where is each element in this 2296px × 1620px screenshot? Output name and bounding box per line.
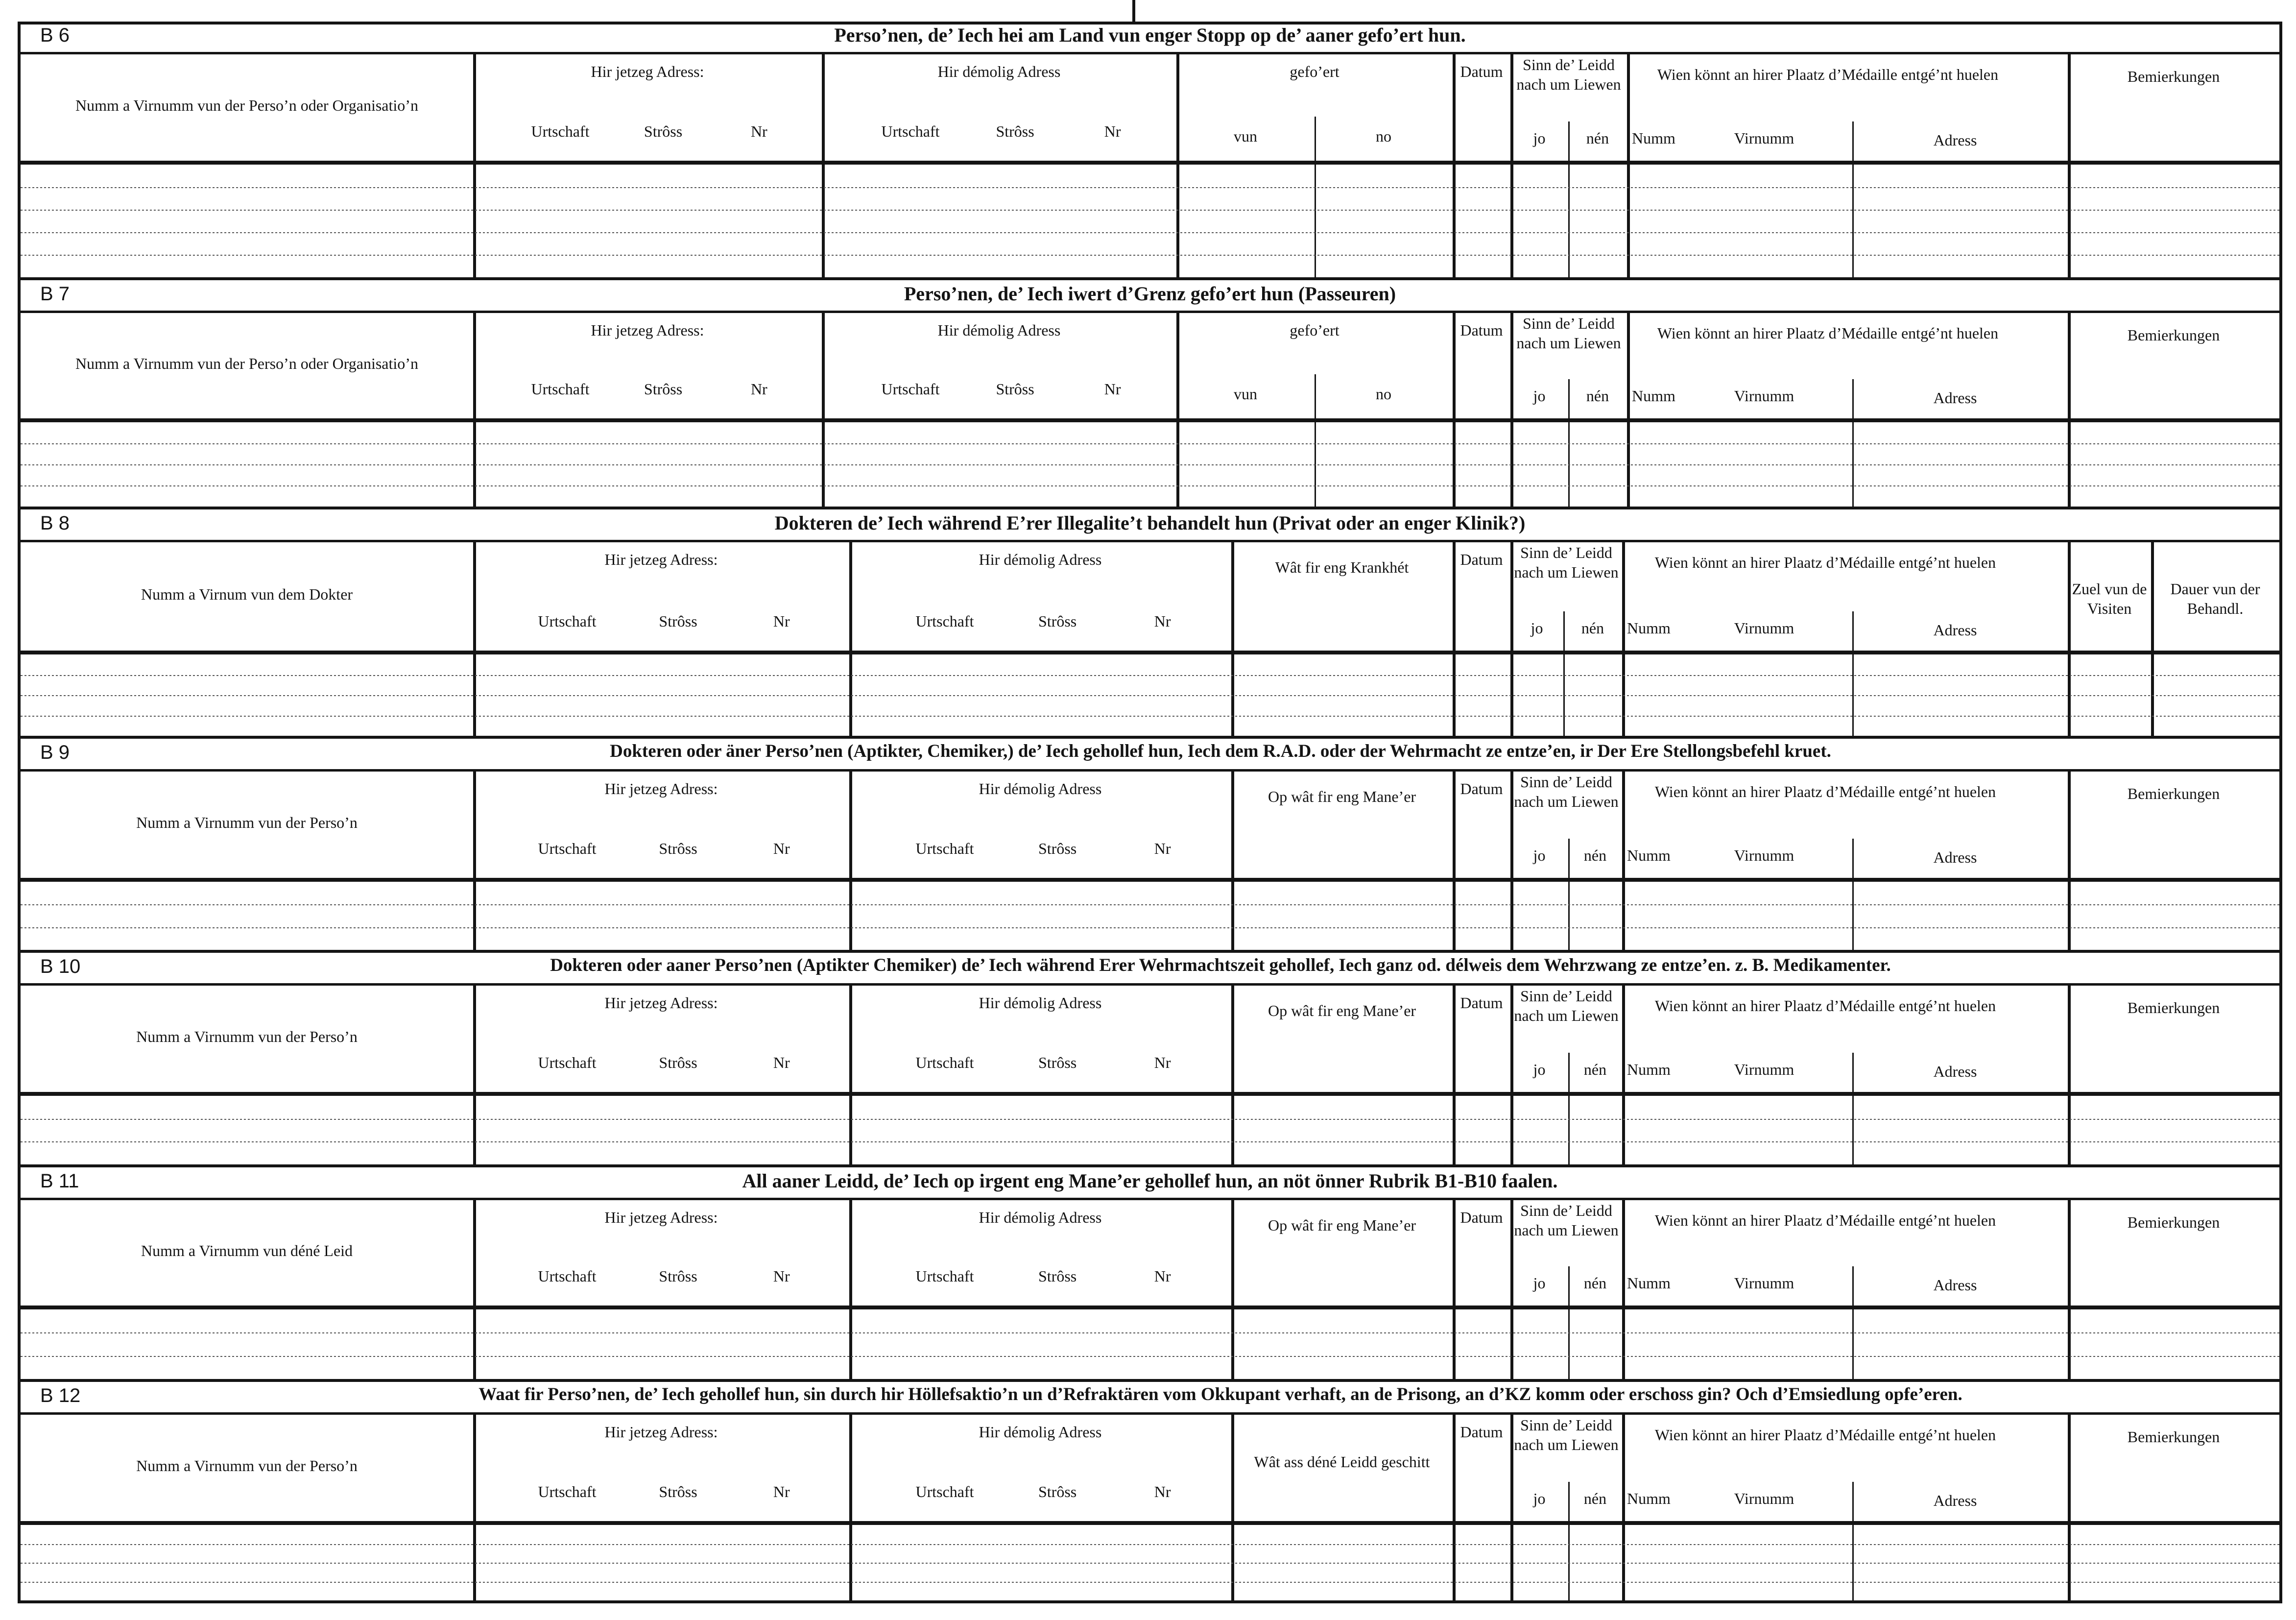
medal-address-label: Adress bbox=[1933, 131, 1977, 149]
medal-recipient-header: Wien könnt an hirer Plaatz d’Médaille entgé’nt huelen bbox=[1654, 554, 1996, 571]
surname-label: Numm bbox=[1627, 1490, 1671, 1507]
column-divider bbox=[1568, 882, 1570, 950]
section-title: All aaner Leidd, de’ Iech op irgent eng Mane’er gehollef hun, an nöt önner Rubrik B1-B10 faalen. bbox=[742, 1170, 1558, 1192]
column-divider bbox=[1622, 1309, 1625, 1379]
column-divider bbox=[473, 882, 476, 950]
street-label: Strôss bbox=[659, 840, 697, 857]
medal-address-label: Adress bbox=[1933, 848, 1977, 866]
street-label: Strôss bbox=[1038, 612, 1077, 630]
entry-line bbox=[21, 904, 2279, 905]
surname-label: Numm bbox=[1627, 1274, 1671, 1292]
manner-header: Op wât fir eng Mane’er bbox=[1268, 1216, 1416, 1234]
number-label: Nr bbox=[773, 612, 790, 630]
column-divider bbox=[1622, 1096, 1625, 1164]
column-divider bbox=[849, 882, 852, 950]
former-address-header: Hir démolig Adress bbox=[979, 994, 1102, 1012]
medal-recipient-header: Wien könnt an hirer Plaatz d’Médaille entgé’nt huelen bbox=[1654, 997, 1996, 1015]
entry-line bbox=[21, 443, 2279, 444]
section-b10 bbox=[21, 953, 2279, 1167]
medal-recipient-header: Wien könnt an hirer Plaatz d’Médaille entgé’nt huelen bbox=[1654, 1426, 1996, 1444]
former-address-header: Hir démolig Adress bbox=[979, 1423, 1102, 1441]
firstname-label: Virnumm bbox=[1734, 619, 1794, 637]
entry-line bbox=[21, 1563, 2279, 1564]
alive-question-header: Sinn de’ Leidd nach um Liewen bbox=[1516, 56, 1621, 93]
medal-recipient-header: Wien könnt an hirer Plaatz d’Médaille entgé’nt huelen bbox=[1657, 66, 1999, 83]
firstname-label: Virnumm bbox=[1734, 129, 1794, 147]
former-address-header: Hir démolig Adress bbox=[937, 63, 1061, 80]
column-divider bbox=[1627, 165, 1630, 277]
number-label: Nr bbox=[773, 1054, 790, 1071]
column-divider bbox=[1510, 1096, 1513, 1164]
visit-count-header: Zuel vun de Visiten bbox=[2072, 580, 2147, 617]
street-label: Strôss bbox=[1038, 840, 1077, 857]
medal-address-label: Adress bbox=[1933, 1276, 1977, 1294]
fate-header: Wât ass déné Leidd geschitt bbox=[1254, 1453, 1430, 1471]
name-column-header: Numm a Virnumm vun der Perso’n oder Organisatio’n bbox=[75, 97, 418, 114]
column-divider bbox=[1453, 165, 1456, 277]
street-label: Strôss bbox=[996, 380, 1034, 398]
column-divider bbox=[1453, 882, 1456, 950]
surname-label: Numm bbox=[1627, 1061, 1671, 1078]
yes-label: jo bbox=[1533, 846, 1546, 864]
number-label: Nr bbox=[773, 840, 790, 857]
medal-address-label: Adress bbox=[1933, 389, 1977, 407]
former-address-header: Hir démolig Adress bbox=[937, 321, 1061, 339]
street-label: Strôss bbox=[659, 1483, 697, 1500]
date-header: Datum bbox=[1460, 321, 1503, 339]
no-label: nén bbox=[1583, 846, 1607, 864]
street-label: Strôss bbox=[1038, 1267, 1077, 1285]
column-divider bbox=[473, 165, 476, 277]
column-divider bbox=[1568, 1096, 1570, 1164]
locality-label: Urtschaft bbox=[538, 1483, 597, 1500]
yes-label: jo bbox=[1533, 1490, 1546, 1507]
remarks-header: Bemierkungen bbox=[2127, 999, 2220, 1016]
column-header-row bbox=[21, 983, 2279, 1096]
surname-label: Numm bbox=[1632, 129, 1675, 147]
number-label: Nr bbox=[1104, 122, 1121, 140]
locality-label: Urtschaft bbox=[881, 122, 940, 140]
current-address-header: Hir jetzeg Adress: bbox=[604, 994, 718, 1012]
name-column-header: Numm a Virnumm vun der Perso’n bbox=[136, 1028, 358, 1045]
yes-label: jo bbox=[1531, 619, 1543, 637]
column-divider bbox=[1510, 1309, 1513, 1379]
section-b6 bbox=[21, 22, 2279, 280]
date-header: Datum bbox=[1460, 1423, 1503, 1441]
column-header-row bbox=[21, 540, 2279, 654]
entry-line bbox=[21, 1356, 2279, 1357]
locality-label: Urtschaft bbox=[915, 1054, 974, 1071]
entry-line bbox=[21, 1582, 2279, 1583]
column-divider bbox=[473, 1309, 476, 1379]
no-label: nén bbox=[1583, 1061, 1607, 1078]
medal-address-label: Adress bbox=[1933, 621, 1977, 639]
alive-question-header: Sinn de’ Leidd nach um Liewen bbox=[1514, 1416, 1619, 1453]
column-divider bbox=[1622, 882, 1625, 950]
column-divider bbox=[1568, 165, 1570, 277]
surname-label: Numm bbox=[1627, 846, 1671, 864]
entry-rows bbox=[21, 165, 2279, 277]
entry-line bbox=[21, 1544, 2279, 1545]
column-header-row bbox=[21, 1412, 2279, 1525]
treatment-duration-header: Dauer vun der Behandl. bbox=[2170, 580, 2260, 617]
no-label: nén bbox=[1586, 129, 1609, 147]
column-divider bbox=[1622, 983, 1625, 1092]
current-address-header: Hir jetzeg Adress: bbox=[591, 321, 704, 339]
entry-line bbox=[21, 464, 2279, 465]
alive-question-header: Sinn de’ Leidd nach um Liewen bbox=[1514, 544, 1619, 581]
entry-line bbox=[21, 485, 2279, 486]
manner-header: Op wât fir eng Mane’er bbox=[1268, 788, 1416, 805]
entry-rows bbox=[21, 1309, 2279, 1379]
section-b11 bbox=[21, 1167, 2279, 1382]
to-label: no bbox=[1376, 127, 1391, 145]
column-divider bbox=[1231, 1096, 1234, 1164]
medal-address-label: Adress bbox=[1933, 1492, 1977, 1509]
column-divider bbox=[849, 1309, 852, 1379]
alive-question-header: Sinn de’ Leidd nach um Liewen bbox=[1514, 1202, 1619, 1239]
remarks-header: Bemierkungen bbox=[2127, 68, 2220, 85]
entry-line bbox=[21, 255, 2279, 256]
column-header-row bbox=[21, 769, 2279, 882]
locality-label: Urtschaft bbox=[538, 1054, 597, 1071]
section-bottom-rule bbox=[21, 1600, 2279, 1603]
street-label: Strôss bbox=[1038, 1483, 1077, 1500]
locality-label: Urtschaft bbox=[915, 1483, 974, 1500]
from-label: vun bbox=[1234, 385, 1257, 403]
street-label: Strôss bbox=[659, 1054, 697, 1071]
column-divider bbox=[1510, 882, 1513, 950]
current-address-header: Hir jetzeg Adress: bbox=[604, 551, 718, 568]
locality-label: Urtschaft bbox=[915, 1267, 974, 1285]
locality-label: Urtschaft bbox=[915, 612, 974, 630]
column-divider bbox=[1852, 1266, 1854, 1306]
section-header bbox=[21, 509, 2279, 542]
column-divider bbox=[1622, 1412, 1625, 1521]
entry-rows bbox=[21, 422, 2279, 507]
entry-line bbox=[21, 716, 2279, 717]
section-header bbox=[21, 22, 2279, 54]
entry-line bbox=[21, 232, 2279, 233]
column-divider bbox=[1453, 1096, 1456, 1164]
medal-recipient-header: Wien könnt an hirer Plaatz d’Médaille entgé’nt huelen bbox=[1657, 324, 1999, 342]
column-divider bbox=[2068, 165, 2071, 277]
column-divider bbox=[1622, 1198, 1625, 1306]
yes-label: jo bbox=[1533, 387, 1546, 405]
section-title: Perso’nen, de’ Iech iwert d’Grenz gefo’ert hun (Passeuren) bbox=[904, 283, 1396, 305]
to-label: no bbox=[1376, 385, 1391, 403]
entry-line bbox=[21, 1141, 2279, 1142]
section-code: B 7 bbox=[40, 283, 70, 305]
street-label: Strôss bbox=[659, 1267, 697, 1285]
no-label: nén bbox=[1583, 1490, 1607, 1507]
section-code: B 8 bbox=[40, 512, 70, 534]
locality-label: Urtschaft bbox=[881, 380, 940, 398]
current-address-header: Hir jetzeg Adress: bbox=[604, 1423, 718, 1441]
name-column-header: Numm a Virnum vun dem Dokter bbox=[141, 585, 353, 603]
column-divider bbox=[1231, 1198, 1234, 1306]
yes-label: jo bbox=[1533, 129, 1546, 147]
column-divider bbox=[1852, 1309, 1854, 1379]
column-divider bbox=[2068, 1096, 2071, 1164]
column-divider bbox=[1852, 165, 1854, 277]
number-label: Nr bbox=[773, 1483, 790, 1500]
illness-header: Wât fir eng Krankhét bbox=[1275, 558, 1409, 576]
number-label: Nr bbox=[773, 1267, 790, 1285]
date-header: Datum bbox=[1460, 551, 1503, 568]
street-label: Strôss bbox=[644, 122, 683, 140]
entry-line bbox=[21, 187, 2279, 188]
surname-label: Numm bbox=[1632, 387, 1675, 405]
entry-line bbox=[21, 927, 2279, 928]
top-margin-mark bbox=[1132, 0, 1135, 23]
street-label: Strôss bbox=[659, 612, 697, 630]
current-address-header: Hir jetzeg Adress: bbox=[591, 63, 704, 80]
medal-recipient-header: Wien könnt an hirer Plaatz d’Médaille entgé’nt huelen bbox=[1654, 1211, 1996, 1229]
section-code: B 9 bbox=[40, 742, 70, 763]
column-divider bbox=[1622, 540, 1625, 651]
date-header: Datum bbox=[1460, 994, 1503, 1012]
locality-label: Urtschaft bbox=[538, 840, 597, 857]
column-divider bbox=[1315, 165, 1316, 277]
column-divider bbox=[1176, 165, 1179, 277]
column-divider bbox=[1852, 1053, 1854, 1092]
entry-line bbox=[21, 675, 2279, 676]
entry-line bbox=[21, 695, 2279, 696]
entry-line bbox=[21, 1332, 2279, 1333]
transported-header: gefo’ert bbox=[1290, 63, 1339, 80]
street-label: Strôss bbox=[644, 380, 683, 398]
remarks-header: Bemierkungen bbox=[2127, 326, 2220, 344]
firstname-label: Virnumm bbox=[1734, 1490, 1794, 1507]
former-address-header: Hir démolig Adress bbox=[979, 1209, 1102, 1226]
medal-address-label: Adress bbox=[1933, 1063, 1977, 1080]
medal-recipient-header: Wien könnt an hirer Plaatz d’Médaille entgé’nt huelen bbox=[1654, 783, 1996, 800]
section-b8 bbox=[21, 509, 2279, 739]
column-divider bbox=[1852, 121, 1854, 161]
no-label: nén bbox=[1586, 387, 1609, 405]
entry-line bbox=[21, 210, 2279, 211]
name-column-header: Numm a Virnumm vun der Perso’n bbox=[136, 814, 358, 831]
locality-label: Urtschaft bbox=[531, 380, 590, 398]
section-code: B 11 bbox=[40, 1170, 79, 1192]
column-divider bbox=[1568, 1309, 1570, 1379]
locality-label: Urtschaft bbox=[538, 1267, 597, 1285]
section-code: B 6 bbox=[40, 24, 70, 46]
number-label: Nr bbox=[1154, 1483, 1171, 1500]
section-header bbox=[21, 1382, 2279, 1415]
date-header: Datum bbox=[1460, 1209, 1503, 1226]
column-divider bbox=[1231, 1412, 1234, 1521]
section-b7 bbox=[21, 280, 2279, 509]
no-label: nén bbox=[1581, 619, 1604, 637]
name-column-header: Numm a Virnumm vun der Perso’n oder Organisatio’n bbox=[75, 355, 418, 372]
yes-label: jo bbox=[1533, 1061, 1546, 1078]
section-title: Dokteren oder aaner Perso’nen (Aptikter Chemiker) de’ Iech während Erer Wehrmachtszeit gehollef, Iech ganz od. délweis dem Wehrzwang ze entze’en. z. B. Medikamenter. bbox=[550, 955, 1891, 975]
column-divider bbox=[2068, 1309, 2071, 1379]
section-header bbox=[21, 280, 2279, 313]
entry-rows bbox=[21, 1096, 2279, 1164]
from-label: vun bbox=[1234, 127, 1257, 145]
section-title: Perso’nen, de’ Iech hei am Land vun enger Stopp op de’ aaner gefo’ert hun. bbox=[834, 24, 1466, 46]
column-divider bbox=[1231, 983, 1234, 1092]
current-address-header: Hir jetzeg Adress: bbox=[604, 780, 718, 798]
number-label: Nr bbox=[1154, 1054, 1171, 1071]
column-divider bbox=[1510, 165, 1513, 277]
number-label: Nr bbox=[1154, 1267, 1171, 1285]
remarks-header: Bemierkungen bbox=[2127, 1213, 2220, 1231]
column-divider bbox=[1627, 311, 1630, 418]
section-header bbox=[21, 1167, 2279, 1200]
locality-label: Urtschaft bbox=[538, 612, 597, 630]
no-label: nén bbox=[1583, 1274, 1607, 1292]
manner-header: Op wât fir eng Mane’er bbox=[1268, 1002, 1416, 1019]
name-column-header: Numm a Virnumm vun der Perso’n bbox=[136, 1457, 358, 1475]
number-label: Nr bbox=[750, 122, 767, 140]
column-divider bbox=[2068, 882, 2071, 950]
column-divider bbox=[1852, 379, 1854, 418]
alive-question-header: Sinn de’ Leidd nach um Liewen bbox=[1514, 987, 1619, 1024]
date-header: Datum bbox=[1460, 63, 1503, 80]
column-divider bbox=[1852, 1482, 1854, 1521]
column-divider bbox=[1231, 1309, 1234, 1379]
section-b12 bbox=[21, 1382, 2279, 1603]
section-code: B 10 bbox=[40, 956, 81, 977]
firstname-label: Virnumm bbox=[1734, 846, 1794, 864]
column-header-row bbox=[21, 1198, 2279, 1309]
column-divider bbox=[822, 165, 825, 277]
column-divider bbox=[1852, 611, 1854, 651]
transported-header: gefo’ert bbox=[1290, 321, 1339, 339]
column-divider bbox=[1453, 1309, 1456, 1379]
column-divider bbox=[1852, 839, 1854, 878]
current-address-header: Hir jetzeg Adress: bbox=[604, 1209, 718, 1226]
column-divider bbox=[473, 1096, 476, 1164]
section-code: B 12 bbox=[40, 1385, 81, 1406]
locality-label: Urtschaft bbox=[531, 122, 590, 140]
locality-label: Urtschaft bbox=[915, 840, 974, 857]
column-divider bbox=[1627, 52, 1630, 161]
date-header: Datum bbox=[1460, 780, 1503, 798]
firstname-label: Virnumm bbox=[1734, 1061, 1794, 1078]
firstname-label: Virnumm bbox=[1734, 387, 1794, 405]
number-label: Nr bbox=[750, 380, 767, 398]
section-title: Waat fir Perso’nen, de’ Iech gehollef hun, sin durch hir Höllefsaktio’n un d’Refraktären vom Okkupant verhaft, an de Prisong, an d’KZ komm oder erschoss gin? Och d’Emsiedlung opfe’eren. bbox=[478, 1384, 1962, 1404]
street-label: Strôss bbox=[1038, 1054, 1077, 1071]
name-column-header: Numm a Virnumm vun déné Leid bbox=[141, 1242, 353, 1259]
column-header-row bbox=[21, 311, 2279, 422]
section-b9 bbox=[21, 739, 2279, 953]
entry-rows bbox=[21, 654, 2279, 736]
firstname-label: Virnumm bbox=[1734, 1274, 1794, 1292]
alive-question-header: Sinn de’ Leidd nach um Liewen bbox=[1514, 773, 1619, 810]
former-address-header: Hir démolig Adress bbox=[979, 780, 1102, 798]
number-label: Nr bbox=[1154, 612, 1171, 630]
yes-label: jo bbox=[1533, 1274, 1546, 1292]
column-divider bbox=[1852, 1096, 1854, 1164]
entry-rows bbox=[21, 1525, 2279, 1600]
column-header-row bbox=[21, 52, 2279, 165]
column-divider bbox=[1852, 882, 1854, 950]
section-header bbox=[21, 953, 2279, 986]
number-label: Nr bbox=[1154, 840, 1171, 857]
remarks-header: Bemierkungen bbox=[2127, 785, 2220, 802]
remarks-header: Bemierkungen bbox=[2127, 1428, 2220, 1446]
column-divider bbox=[849, 1096, 852, 1164]
column-divider bbox=[1231, 769, 1234, 878]
column-divider bbox=[1622, 769, 1625, 878]
street-label: Strôss bbox=[996, 122, 1034, 140]
section-title: Dokteren de’ Iech während E’rer Illegalite’t behandelt hun (Privat oder an enger Klinik?) bbox=[774, 512, 1526, 534]
alive-question-header: Sinn de’ Leidd nach um Liewen bbox=[1516, 314, 1621, 352]
former-address-header: Hir démolig Adress bbox=[979, 551, 1102, 568]
surname-label: Numm bbox=[1627, 619, 1671, 637]
entry-rows bbox=[21, 882, 2279, 950]
column-divider bbox=[1231, 882, 1234, 950]
section-header bbox=[21, 739, 2279, 772]
entry-line bbox=[21, 1119, 2279, 1120]
section-title: Dokteren oder äner Perso’nen (Aptikter, Chemiker,) de’ Iech gehollef hun, Iech dem R.A.D. oder der Wehrmacht ze entze’en, ir Der Ere Stellongsbefehl kruet. bbox=[610, 741, 1831, 761]
number-label: Nr bbox=[1104, 380, 1121, 398]
column-divider bbox=[1231, 540, 1234, 651]
